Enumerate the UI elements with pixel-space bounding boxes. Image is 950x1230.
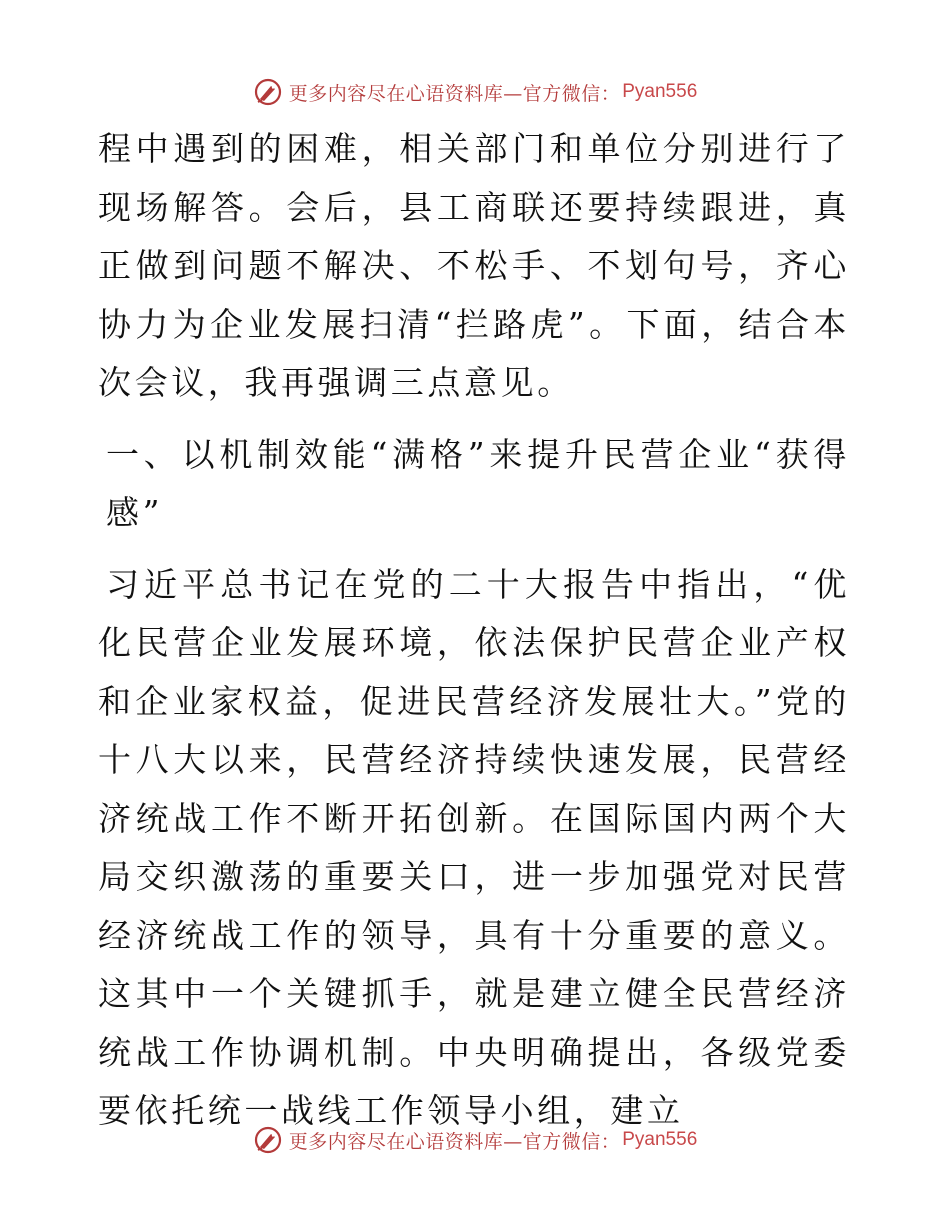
watermark-text: 更多内容尽在心语资料库—官方微信： [288,82,621,105]
paragraph-continued: 程中遇到的困难，相关部门和单位分别进行了现场解答。会后，县工商联还要持续跟进，真正做到问题不解决、不松手、不划句号，齐心协力为企业发展扫清“拦路虎”。下面，结合本次会议，我再强调三点意见。 [98,129,850,402]
document-body [98,120,850,1141]
footer-watermark [0,1120,950,1160]
watermark-text: 更多内容尽在心语资料库—官方微信： [288,1130,621,1153]
pen-logo-icon [253,1125,283,1155]
watermark-wechat-id: Pyan556 [622,1129,698,1150]
section-heading: 一、以机制效能“满格”来提升民营企业“获得感” [106,434,850,532]
paragraph-body: 习近平总书记在党的二十大报告中指出，“优化民营企业发展环境，依法保护民营企业产权和企业家权益，促进民营经济发展壮大。”党的十八大以来，民营经济持续快速发展，民营经济统战工作不断开拓创新。在国际国内两个大局交织激荡的重要关口，进一步加强党对民营经济统战工作的领导，具有十分重要的意义。这其中一个关键抓手，就是建立健全民营经济统战工作协调机制。中央明确提出，各级党委要依托统一战线工作领导小组，建立 [98,564,850,1130]
pen-logo-icon [253,77,283,107]
header-watermark [0,72,950,112]
watermark-wechat-id: Pyan556 [622,81,698,102]
